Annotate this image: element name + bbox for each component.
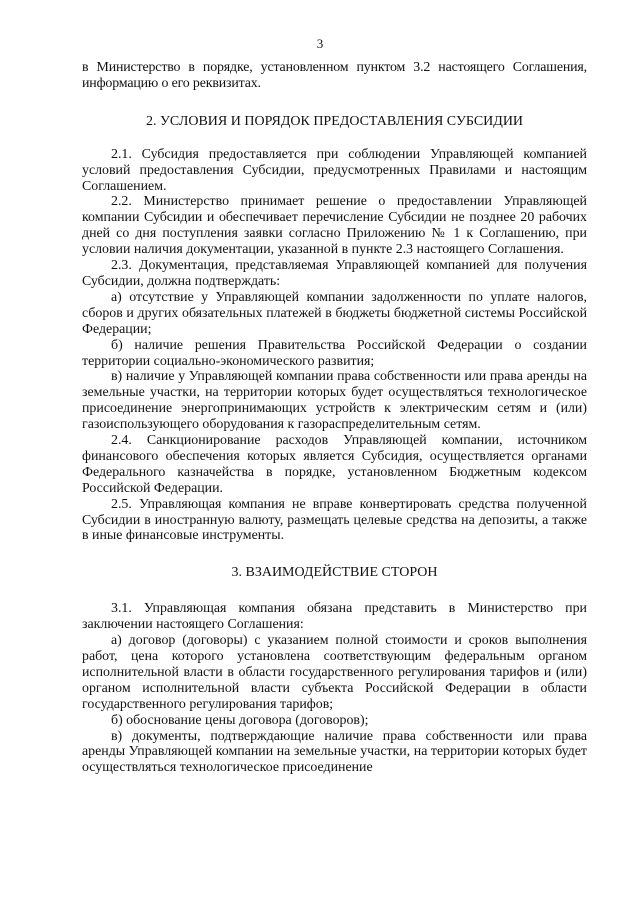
clause-3-1-c: в) документы, подтверждающие наличие права собственности или права аренды Управляющей компании на земельные участки, на территории которых будет осуществляться технологическое присоединение xyxy=(82,728,587,776)
section-3-heading: 3. ВЗАИМОДЕЙСТВИЕ СТОРОН xyxy=(231,565,438,581)
clause-3-1: 3.1. Управляющая компания обязана представить в Министерство при заключении настоящего Соглашения: xyxy=(82,601,587,633)
clause-2-3-c: в) наличие у Управляющей компании права собственности или права аренды на земельные участки, на территории которых будет осуществляться технологическое присоединение энергопринимающих устройств к электрическим сетям и (или) газоиспользующего оборудования к газораспределительным сетям. xyxy=(82,369,587,433)
clause-2-3: 2.3. Документация, представляемая Управляющей компанией для получения Субсидии, должна подтверждать: xyxy=(82,258,587,289)
clause-2-4: 2.4. Санкционирование расходов Управляющей компании, источником финансового обеспечения которых является Субсидия, осуществляется органами Федерального казначейства в порядке, установленном Бюджетным кодексом Российской Федерации. xyxy=(82,433,587,496)
clause-3-1-b: б) обоснование цены договора (договоров); xyxy=(111,712,369,728)
intro-paragraph: в Министерство в порядке, установленном пунктом 3.2 настоящего Соглашения, информацию о его реквизитах. xyxy=(82,60,587,91)
page-content xyxy=(82,60,587,776)
clause-2-1: 2.1. Субсидия предоставляется при соблюдении Управляющей компанией условий предоставления Субсидии, предусмотренных Правилами и настоящим Соглашением. xyxy=(82,146,587,194)
clause-3-1-a: а) договор (договоры) с указанием полной стоимости и сроков выполнения работ, цена которого установлена соответствующим федеральным органом исполнительной власти в области государственного регулирования тарифов и (или) органом исполнительной власти субъекта Российской Федерации в области государственного регулирования тарифов; xyxy=(82,633,587,712)
clause-2-3-a: а) отсутствие у Управляющей компании задолженности по уплате налогов, сборов и других обязательных платежей в бюджеты бюджетной системы Российской Федерации; xyxy=(82,289,587,337)
clause-2-2: 2.2. Министерство принимает решение о предоставлении Управляющей компании Субсидии и обеспечивает перечисление Субсидии не позднее 20 рабочих дней со дня поступления заявки согласно Приложению № 1 к Соглашению, при условии наличия документации, указанной в пункте 2.3 настоящего Соглашения. xyxy=(82,194,587,258)
clause-2-5: 2.5. Управляющая компания не вправе конвертировать средства полученной Субсидии в иностранную валюту, размещать целевые средства на депозиты, а также в иные финансовые инструменты. xyxy=(82,496,587,544)
section-2-heading: 2. УСЛОВИЯ И ПОРЯДОК ПРЕДОСТАВЛЕНИЯ СУБСИДИИ xyxy=(145,113,524,129)
clause-2-3-b: б) наличие решения Правительства Российской Федерации о создании территории социально-экономического развития; xyxy=(82,337,587,369)
page-number: 3 xyxy=(316,36,324,51)
